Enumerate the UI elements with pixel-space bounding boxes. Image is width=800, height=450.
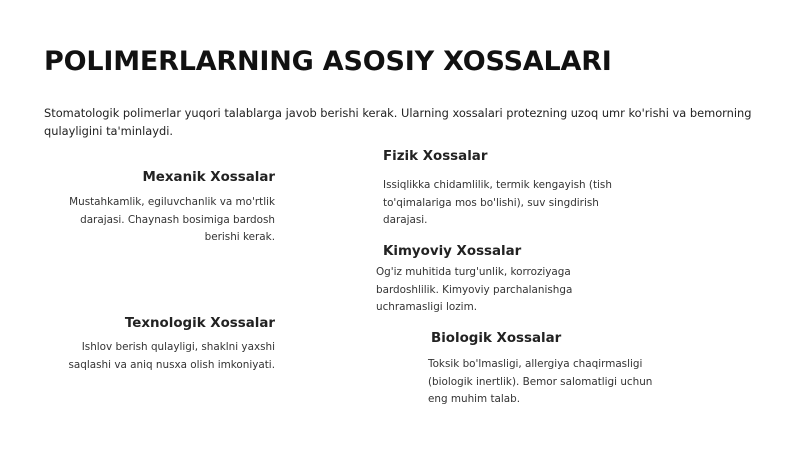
biological-text: Toksik bo'lmasligi, allergiya chaqirmasligi (biologik inertlik). Bemor salomatligi uchun eng muhim talab. xyxy=(428,358,653,405)
physical-heading: Fizik Xossalar xyxy=(383,149,488,164)
mechanical-text: Mustahkamlik, egiluvchanlik va mo'rtlik darajasi. Chaynash bosimiga bardosh berishi kerak. xyxy=(69,196,275,243)
technological-properties-block xyxy=(44,316,275,374)
chemical-properties-block xyxy=(376,244,586,317)
intro-text: Stomatologik polimerlar yuqori talablarga javob berishi kerak. Ularning xossalari protezning uzoq umr ko'rishi va bemorning qulayligini ta'minlaydi. xyxy=(44,106,752,138)
physical-text: Issiqlikka chidamlilik, termik kengayish (tish to'qimalariga mos bo'lishi), suv singdirish darajasi. xyxy=(383,179,612,226)
mechanical-properties-block xyxy=(44,170,275,247)
technological-text: Ishlov berish qulayligi, shaklni yaxshi saqlashi va aniq nusxa olish imkoniyati. xyxy=(68,341,275,371)
biological-properties-block xyxy=(428,331,654,409)
chemical-heading: Kimyoviy Xossalar xyxy=(383,244,522,259)
mechanical-heading: Mexanik Xossalar xyxy=(142,170,275,185)
biological-heading: Biologik Xossalar xyxy=(431,331,562,346)
chemical-text: Og'iz muhitida turg'unlik, korroziyaga bardoshlilik. Kimyoviy parchalanishga uchramasligi lozim. xyxy=(376,266,573,313)
physical-properties-block xyxy=(383,149,619,230)
page-title: POLIMERLARNING ASOSIY XOSSALARI xyxy=(44,46,612,77)
technological-heading: Texnologik Xossalar xyxy=(124,316,275,331)
